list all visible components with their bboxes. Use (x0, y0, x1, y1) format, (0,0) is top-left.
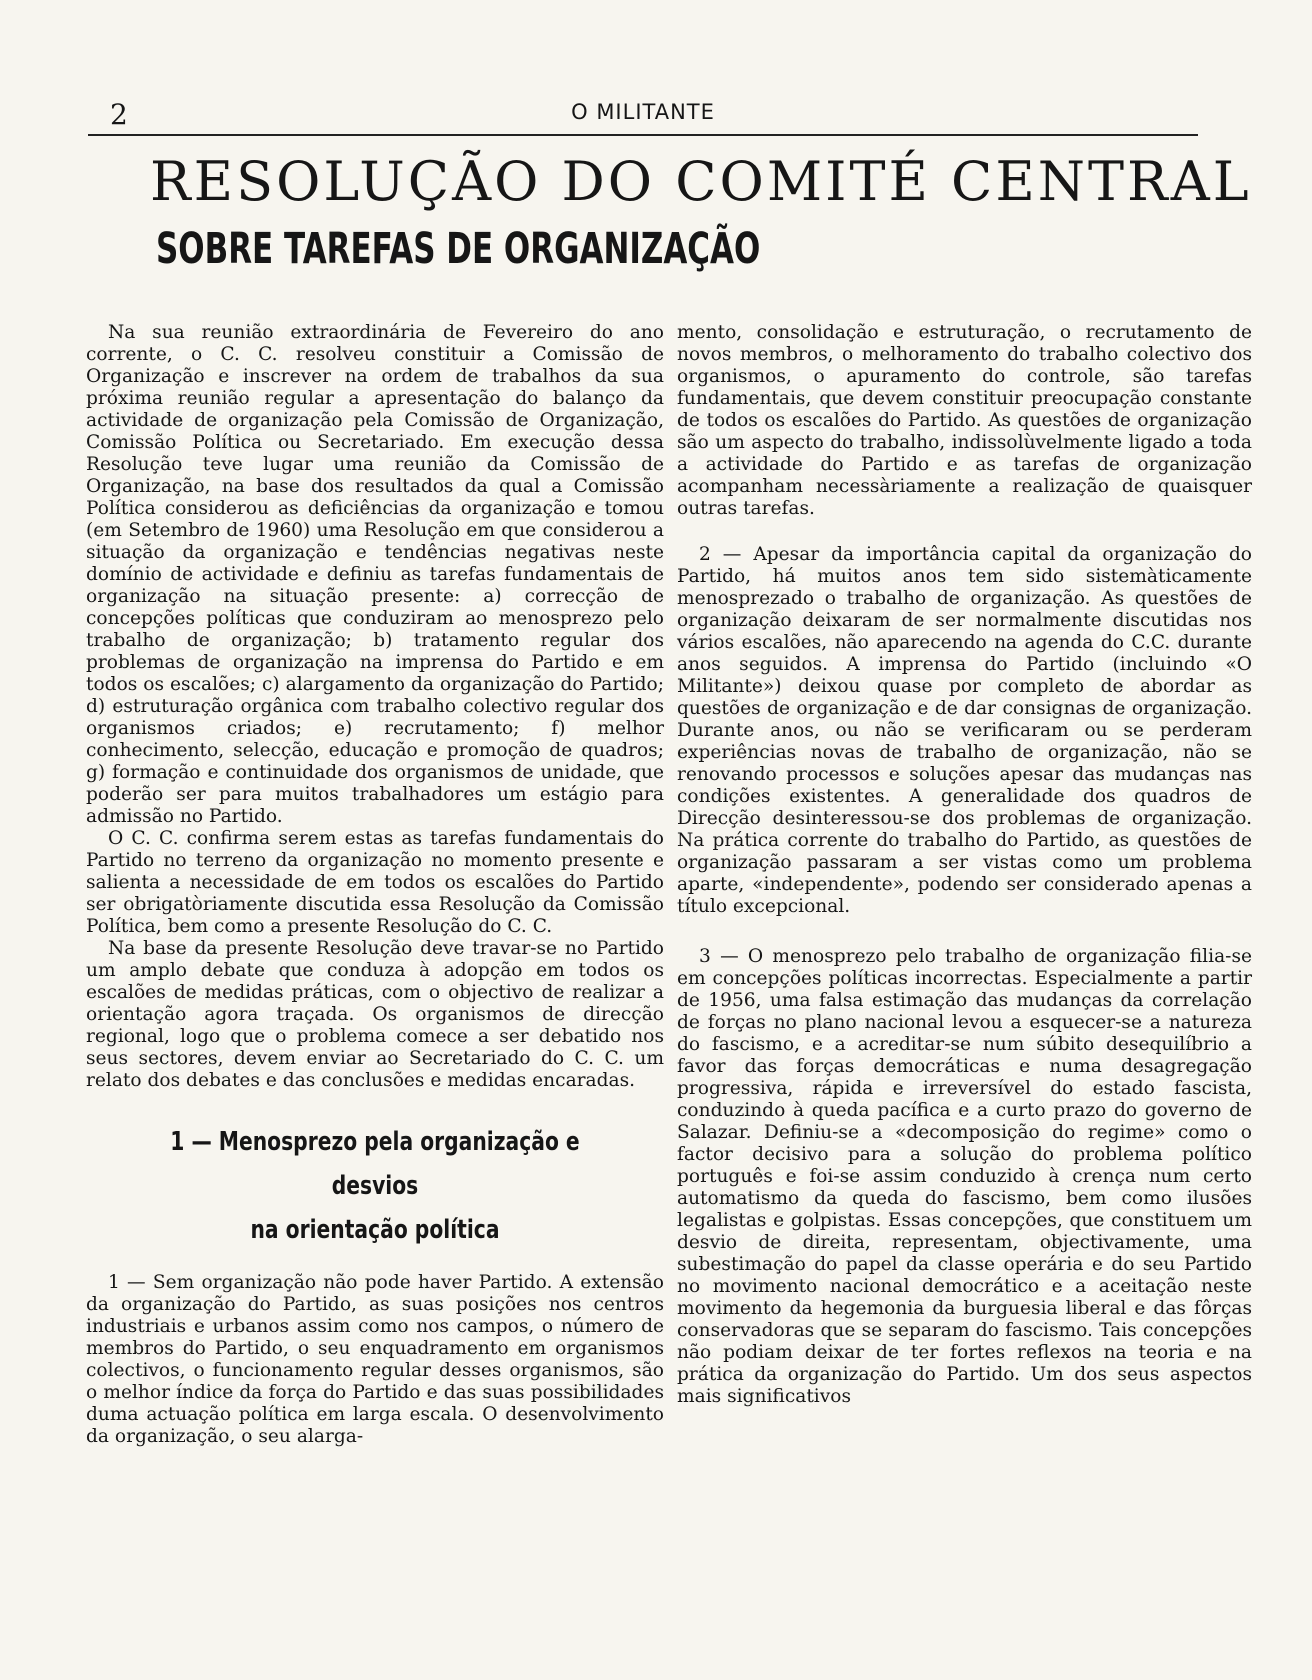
article-subtitle: SOBRE TAREFAS DE ORGANIZAÇÃO (156, 224, 761, 274)
article-title: RESOLUÇÃO DO COMITÉ CENTRAL (150, 150, 1252, 213)
intro-paragraph-1: Na sua reunião extraordinária de Fevereiro do ano corrente, o C. C. resolveu constituir a Comissão de Organização e inscrever na ordem de trabalhos da sua próxima reunião regular a apresentação do balanço da actividade de organização pela Comissão de Organização, Comissão Política ou Secretariado. Em execução dessa Resolução teve lugar uma reunião da Comissão de Organização, na base dos resultados da qual a Comissão Política considerou as deficiências da organização e tomou (em Setembro de 1960) uma Resolução em que considerou a situação da organização e tendências negativas neste domínio de actividade e definiu as tarefas fundamentais de organização na situação presente: a) correcção de concepções políticas que conduziram ao menosprezo pelo trabalho de organização; b) tratamento regular dos problemas de organização na imprensa do Partido e em todos os escalões; c) alargamento da organização do Partido; d) estruturação orgânica com trabalho colectivo regular dos organismos criados; e) recrutamento; f) melhor conhecimento, selecção, educação e promoção de quadros; g) formação e continuidade dos organismos de unidade, que poderão ser para muitos trabalhadores um estágio para admissão no Partido. (86, 322, 664, 827)
section-heading-line-1: 1 — Menosprezo pela organização e desvios (170, 1127, 580, 1201)
section-heading (86, 1120, 664, 1252)
paragraph-3: 3 — O menosprezo pelo trabalho de organização filia-se em concepções políticas incorrectas. Especialmente a partir de 1956, uma falsa estimação das mudanças da correlação de forças no plano nacional levou a esquecer-se a natureza do fascismo, e a acreditar-se num súbito desequilíbrio a favor das forças democráticas e numa desagregação progressiva, rápida e irreversível do estado fascista, conduzindo à queda pacífica e a curto prazo do governo de Salazar. Definiu-se a «decomposição do regime» como o factor decisivo para a solução do problema político português e foi-se assim conduzido à crença num certo automatismo da queda do fascismo, bem como ilusões legalistas e golpistas. Essas concepções, que constituem um desvio de direita, representam, objectivamente, uma subestimação do papel da classe operária e do seu Partido no movimento nacional democrático e a aceitação neste movimento da hegemonia da burguesia liberal e das fôrças conservadoras que se separam do fascismo. Tais concepções não podiam deixar de ter fortes reflexos na teoria e na prática da organização do Partido. Um dos seus aspectos mais significativos (677, 946, 1252, 1407)
right-column (677, 322, 1252, 1408)
intro-paragraph-3: Na base da presente Resolução deve travar-se no Partido um amplo debate que conduza à adopção em todos os escalões de medidas práticas, com o objectivo de realizar a orientação agora traçada. Os organismos de direcção regional, logo que o problema comece a ser debatido nos seus sectores, devem enviar ao Secretariado do C. C. um relato dos debates e das conclusões e medidas encaradas. (86, 938, 664, 1091)
left-column (86, 322, 664, 1448)
page-number: 2 (110, 98, 128, 131)
paragraph-2: 2 — Apesar da importância capital da organização do Partido, há muitos anos tem sido sistemàticamente menosprezado o trabalho de organização. As questões de organização deixaram de ser normalmente discutidas nos vários escalões, não aparecendo na agenda do C.C. durante anos seguidos. A imprensa do Partido (incluindo «O Militante») deixou quase por completo de abordar as questões de organização e de dar consignas de organização. Durante anos, ou não se verificaram ou se perderam experiências novas de trabalho de organização, não se renovando processos e soluções apesar das mudanças nas condições existentes. A generalidade dos quadros de Direcção desinteressou-se dos problemas de organização. Na prática corrente do trabalho do Partido, as questões de organização passaram a ser vistas como um problema aparte, «independente», podendo ser considerado apenas a título excepcional. (677, 544, 1252, 917)
page-header (88, 94, 1198, 136)
section-heading-line-2: na orientação política (250, 1215, 500, 1245)
paragraph-1-continued: mento, consolidação e estruturação, o recrutamento de novos membros, o melhoramento do trabalho colectivo dos organismos, o apuramento do controle, são tarefas fundamentais, que devem constituir preocupação constante de todos os escalões do Partido. As questões de organização são um aspecto do trabalho, indissolùvelmente ligado a toda a actividade do Partido e as tarefas de organização acompanham necessàriamente a realização de quaisquer outras tarefas. (677, 322, 1252, 519)
paragraph-1: 1 — Sem organização não pode haver Partido. A extensão da organização do Partido, as suas posições nos centros industriais e urbanos assim como nos campos, o número de membros do Partido, o seu enquadramento em organismos colectivos, o funcionamento regular desses organismos, são o melhor índice da força do Partido e das suas possibilidades duma actuação política em larga escala. O desenvolvimento da organização, o seu alarga- (86, 1272, 664, 1447)
publication-name: O MILITANTE (571, 100, 715, 124)
intro-paragraph-2: O C. C. confirma serem estas as tarefas fundamentais do Partido no terreno da organização no momento presente e salienta a necessidade de em todos os escalões do Partido ser obrigatòriamente discutida essa Resolução da Comissão Política, bem como a presente Resolução do C. C. (86, 828, 664, 937)
